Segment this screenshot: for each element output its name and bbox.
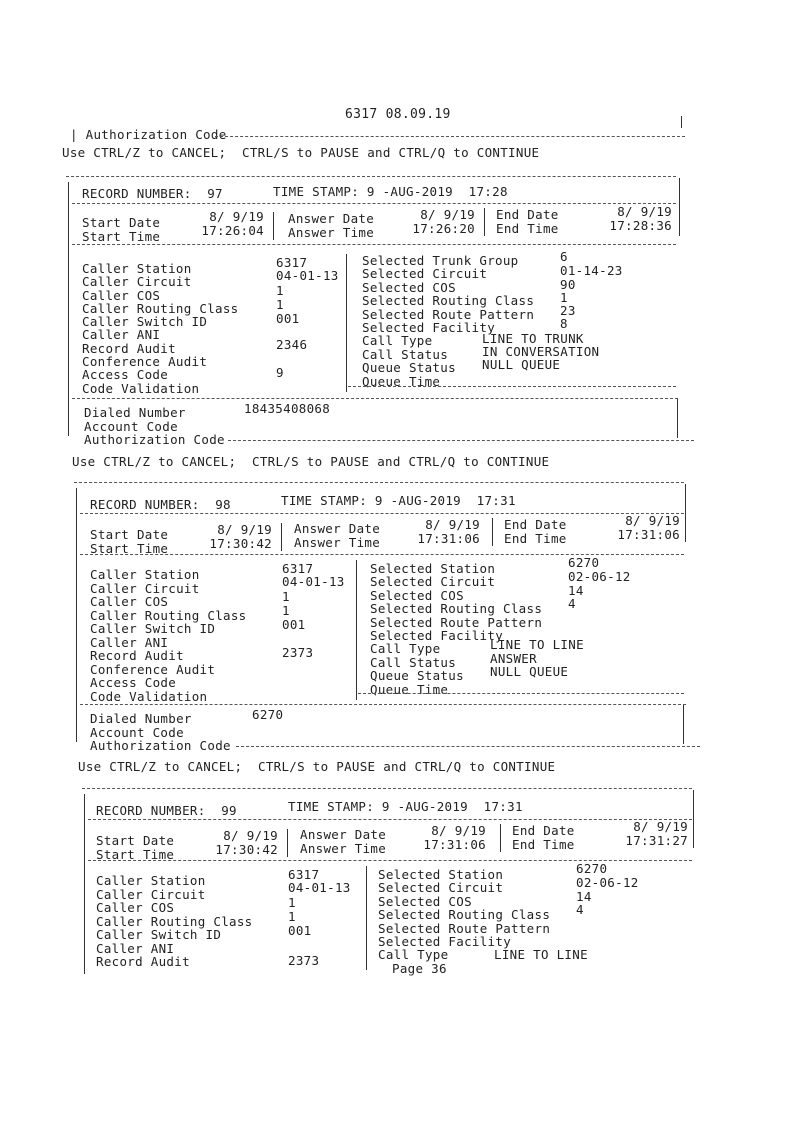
answer-date: 8/ 9/19 <box>425 517 480 532</box>
cancel-line: Use CTRL/Z to CANCEL; CTRL/S to PAUSE and CTRL/Q to CONTINUE <box>72 454 550 469</box>
left-border <box>84 794 85 974</box>
call-type: LINE TO LINE <box>494 947 588 962</box>
time-stamp-row <box>281 494 516 508</box>
selected-labels: Selected Trunk Group Selected Circuit Selected COS Selected Routing Class Selected Route Pattern Selected Facility Call Type Call Status Queue Status Queue Time <box>362 253 535 389</box>
caller-cos: 1 <box>288 895 296 910</box>
caller-routing-class: 1 <box>282 603 290 618</box>
prev-authorization-label: | Authorization Code <box>70 127 227 142</box>
right-border <box>677 398 678 438</box>
record-number-row <box>90 498 231 512</box>
queue-status: NULL QUEUE <box>490 664 569 679</box>
time-stamp-label: TIME STAMP: <box>288 799 375 814</box>
selected-cos: 14 <box>576 889 592 904</box>
time-stamp-row <box>273 185 508 199</box>
column-separator <box>492 518 493 546</box>
divider <box>80 704 686 705</box>
caller-routing-class: 1 <box>288 909 296 924</box>
dialed-number: 18435408068 <box>244 401 331 416</box>
record-number-label: RECORD NUMBER: <box>90 497 200 512</box>
left-border <box>76 488 77 742</box>
selected-labels: Selected Station Selected Circuit Selected COS Selected Routing Class Selected Route Pattern Selected Facility Call Type Call Status Queue Status Queue Time <box>370 561 543 697</box>
end-time: 17:31:06 <box>617 527 680 542</box>
dialed-number-label: Dialed Number <box>84 405 186 420</box>
caller-labels: Caller Station Caller Circuit Caller COS Caller Routing Class Caller Switch ID Caller ANI Record Audit <box>96 873 253 969</box>
page-number: Page 36 <box>392 961 447 976</box>
account-code-label: Account Code <box>84 419 178 434</box>
start-date-label: Start Date <box>96 833 175 848</box>
answer-date-label: Answer Date <box>294 521 381 536</box>
divider <box>74 482 684 483</box>
right-border <box>683 704 684 744</box>
caller-switch-id: 001 <box>276 311 300 326</box>
end-date-label: End Date <box>496 207 559 222</box>
authorization-code-label: Authorization Code <box>90 738 231 753</box>
answer-time: 17:31:06 <box>423 837 486 852</box>
caller-labels: Caller Station Caller Circuit Caller COS Caller Routing Class Caller Switch ID Caller ANI Record Audit Conference Audit Access Code Code Validation <box>90 567 247 704</box>
call-status: IN CONVERSATION <box>482 344 600 359</box>
end-time-label: End Time <box>496 221 559 236</box>
end-date-label: End Date <box>504 517 567 532</box>
caller-switch-id: 001 <box>288 923 312 938</box>
column-separator <box>281 523 282 551</box>
divider <box>228 440 694 441</box>
record-number: 97 <box>207 186 223 201</box>
start-time: 17:30:42 <box>215 842 278 857</box>
caller-routing-class: 1 <box>276 297 284 312</box>
caller-circuit: 04-01-13 <box>276 268 339 283</box>
selected-circuit: 02-06-12 <box>568 569 631 584</box>
right-border <box>693 790 694 848</box>
caller-circuit: 04-01-13 <box>288 880 351 895</box>
caller-switch-id: 001 <box>282 617 306 632</box>
selected-cos: 14 <box>568 583 584 598</box>
start-date: 8/ 9/19 <box>209 209 264 224</box>
divider <box>66 176 676 177</box>
selected-cos: 90 <box>560 277 576 292</box>
start-time: 17:30:42 <box>209 536 272 551</box>
divider <box>358 693 684 694</box>
divider <box>215 136 685 137</box>
selected-circuit: 02-06-12 <box>576 875 639 890</box>
right-border <box>685 484 686 542</box>
record-audit: 2346 <box>276 337 308 352</box>
time-stamp-row <box>288 800 523 814</box>
divider <box>72 244 676 245</box>
end-date: 8/ 9/19 <box>633 819 688 834</box>
call-type: LINE TO TRUNK <box>482 331 584 346</box>
column-separator <box>366 866 367 970</box>
end-time-label: End Time <box>504 531 567 546</box>
end-time-label: End Time <box>512 837 575 852</box>
start-date: 8/ 9/19 <box>223 828 278 843</box>
record-number-label: RECORD NUMBER: <box>96 803 206 818</box>
answer-date: 8/ 9/19 <box>431 823 486 838</box>
column-separator <box>273 212 274 240</box>
selected-labels: Selected Station Selected Circuit Selected COS Selected Routing Class Selected Route Pattern Selected Facility Call Type <box>378 867 551 963</box>
answer-time-label: Answer Time <box>300 841 387 856</box>
answer-time-label: Answer Time <box>288 225 375 240</box>
caller-circuit: 04-01-13 <box>282 574 345 589</box>
start-date-label: Start Date <box>90 527 169 542</box>
caller-station: 6317 <box>276 255 308 270</box>
time-stamp: 9 -AUG-2019 17:31 <box>381 799 523 814</box>
start-date: 8/ 9/19 <box>217 522 272 537</box>
dialed-number: 6270 <box>252 707 284 722</box>
column-separator <box>500 824 501 852</box>
caller-station: 6317 <box>282 561 314 576</box>
start-time-label: Start Time <box>90 541 169 556</box>
column-separator <box>346 254 347 392</box>
selected-trunk-group: 6 <box>560 249 568 264</box>
record-audit: 2373 <box>282 645 314 660</box>
record-number: 99 <box>221 803 237 818</box>
cancel-line: Use CTRL/Z to CANCEL; CTRL/S to PAUSE and CTRL/Q to CONTINUE <box>62 145 540 160</box>
page-header: 6317 08.09.19 <box>345 107 451 122</box>
divider <box>236 746 700 747</box>
end-date: 8/ 9/19 <box>625 513 680 528</box>
selected-routing-class: 1 <box>560 290 568 305</box>
record-audit: 2373 <box>288 953 320 968</box>
divider <box>72 398 678 399</box>
end-date-label: End Date <box>512 823 575 838</box>
selected-station: 6270 <box>576 861 608 876</box>
column-separator <box>356 560 357 700</box>
margin-bar <box>681 116 682 128</box>
record-number-label: RECORD NUMBER: <box>82 186 192 201</box>
record-number-row <box>82 187 223 201</box>
record-number-row <box>96 804 237 818</box>
answer-date-label: Answer Date <box>288 211 375 226</box>
caller-cos: 1 <box>282 589 290 604</box>
divider <box>72 203 676 204</box>
authorization-code-label: Authorization Code <box>84 432 225 447</box>
start-time: 17:26:04 <box>201 223 264 238</box>
caller-station: 6317 <box>288 867 320 882</box>
caller-labels: Caller Station Caller Circuit Caller COS Caller Routing Class Caller Switch ID Caller ANI Record Audit Conference Audit Access Code Code Validation <box>82 261 239 396</box>
divider <box>80 513 684 514</box>
record-number: 98 <box>215 497 231 512</box>
selected-routing-class: 4 <box>568 596 576 611</box>
caller-cos: 1 <box>276 283 284 298</box>
account-code-label: Account Code <box>90 725 184 740</box>
answer-date: 8/ 9/19 <box>420 207 475 222</box>
cancel-line: Use CTRL/Z to CANCEL; CTRL/S to PAUSE and CTRL/Q to CONTINUE <box>78 759 556 774</box>
time-stamp: 9 -AUG-2019 17:31 <box>374 493 516 508</box>
right-border <box>679 178 680 236</box>
column-separator <box>287 829 288 857</box>
left-border <box>68 182 69 436</box>
answer-time: 17:31:06 <box>417 531 480 546</box>
column-separator <box>484 208 485 236</box>
start-date-label: Start Date <box>82 215 161 230</box>
call-type: LINE TO LINE <box>490 637 584 652</box>
selected-facility: 8 <box>560 316 568 331</box>
queue-status: NULL QUEUE <box>482 357 561 372</box>
dialed-number-label: Dialed Number <box>90 711 192 726</box>
end-time: 17:28:36 <box>609 218 672 233</box>
divider <box>88 819 692 820</box>
answer-date-label: Answer Date <box>300 827 387 842</box>
selected-circuit: 01-14-23 <box>560 263 623 278</box>
answer-time-label: Answer Time <box>294 535 381 550</box>
selected-station: 6270 <box>568 555 600 570</box>
time-stamp: 9 -AUG-2019 17:28 <box>366 184 508 199</box>
call-status: ANSWER <box>490 651 537 666</box>
answer-time: 17:26:20 <box>412 221 475 236</box>
access-code: 9 <box>276 365 284 380</box>
divider <box>82 788 692 789</box>
start-time-label: Start Time <box>96 847 175 862</box>
start-time-label: Start Time <box>82 229 161 244</box>
end-date: 8/ 9/19 <box>617 204 672 219</box>
divider <box>348 386 676 387</box>
selected-routing-class: 4 <box>576 902 584 917</box>
time-stamp-label: TIME STAMP: <box>281 493 368 508</box>
selected-route-pattern: 23 <box>560 303 576 318</box>
end-time: 17:31:27 <box>625 833 688 848</box>
time-stamp-label: TIME STAMP: <box>273 184 360 199</box>
